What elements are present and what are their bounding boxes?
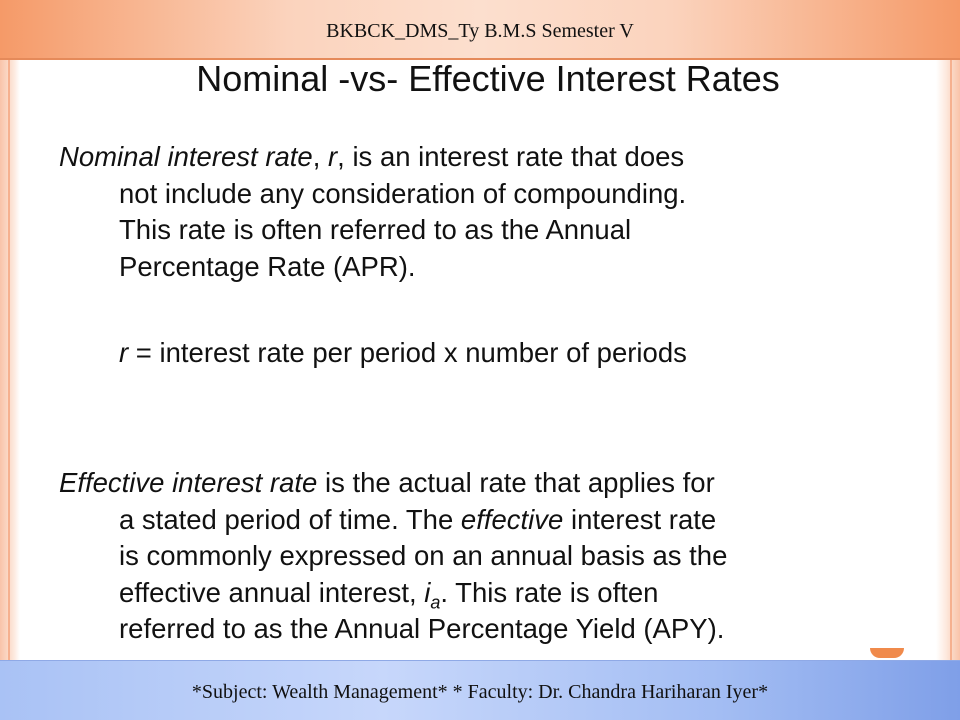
- nominal-line-3: This rate is often referred to as the Annual: [119, 214, 632, 245]
- formula-symbol: r: [119, 337, 129, 368]
- nominal-line-2: not include any consideration of compounding.: [119, 177, 687, 209]
- slide-title: Nominal -vs- Effective Interest Rates: [196, 58, 780, 99]
- effective-line-1: [59, 465, 727, 502]
- nominal-rate-formula: [119, 335, 687, 372]
- footer-bar: [0, 660, 960, 720]
- effective-line-3: is commonly expressed on an annual basis as the: [119, 540, 728, 571]
- left-frame-line: [8, 60, 10, 660]
- effective-line-2-start: a stated period of time. The: [119, 503, 461, 535]
- nominal-symbol: r: [328, 141, 338, 172]
- footer-credits: *Subject: Wealth Management* * Faculty: Dr. Chandra Hariharan Iyer*: [191, 681, 769, 703]
- header-bar: [0, 0, 960, 60]
- nominal-term: Nominal interest rate: [59, 141, 313, 172]
- nominal-line-1: [59, 139, 686, 176]
- effective-line-2: [59, 502, 727, 539]
- effective-line-4-start: effective annual interest,: [119, 576, 425, 608]
- effective-annual-subscript: a: [430, 592, 441, 612]
- nominal-line-1-rest: , is an interest rate that does: [337, 141, 685, 172]
- effective-line-2-end: interest rate: [563, 503, 717, 535]
- effective-line-1-rest: is the actual rate that applies for: [317, 467, 715, 498]
- effective-term: Effective interest rate: [59, 467, 318, 498]
- effective-line-4: [59, 575, 727, 612]
- effective-rate-paragraph: [59, 465, 727, 648]
- header-title: BKBCK_DMS_Ty B.M.S Semester V: [326, 20, 634, 42]
- effective-word: effective: [460, 503, 564, 535]
- right-frame-line: [950, 60, 952, 660]
- nominal-line-4: Percentage Rate (APR).: [119, 250, 416, 282]
- nominal-comma: ,: [312, 141, 328, 172]
- nominal-rate-paragraph: [59, 139, 686, 285]
- effective-annual-symbol: i: [424, 576, 431, 608]
- formula-text: = interest rate per period x number of periods: [128, 337, 687, 368]
- orange-accent-decoration: [870, 648, 904, 658]
- effective-line-4-end: . This rate is often: [440, 576, 659, 608]
- effective-line-5: referred to as the Annual Percentage Yield (APY).: [119, 613, 725, 644]
